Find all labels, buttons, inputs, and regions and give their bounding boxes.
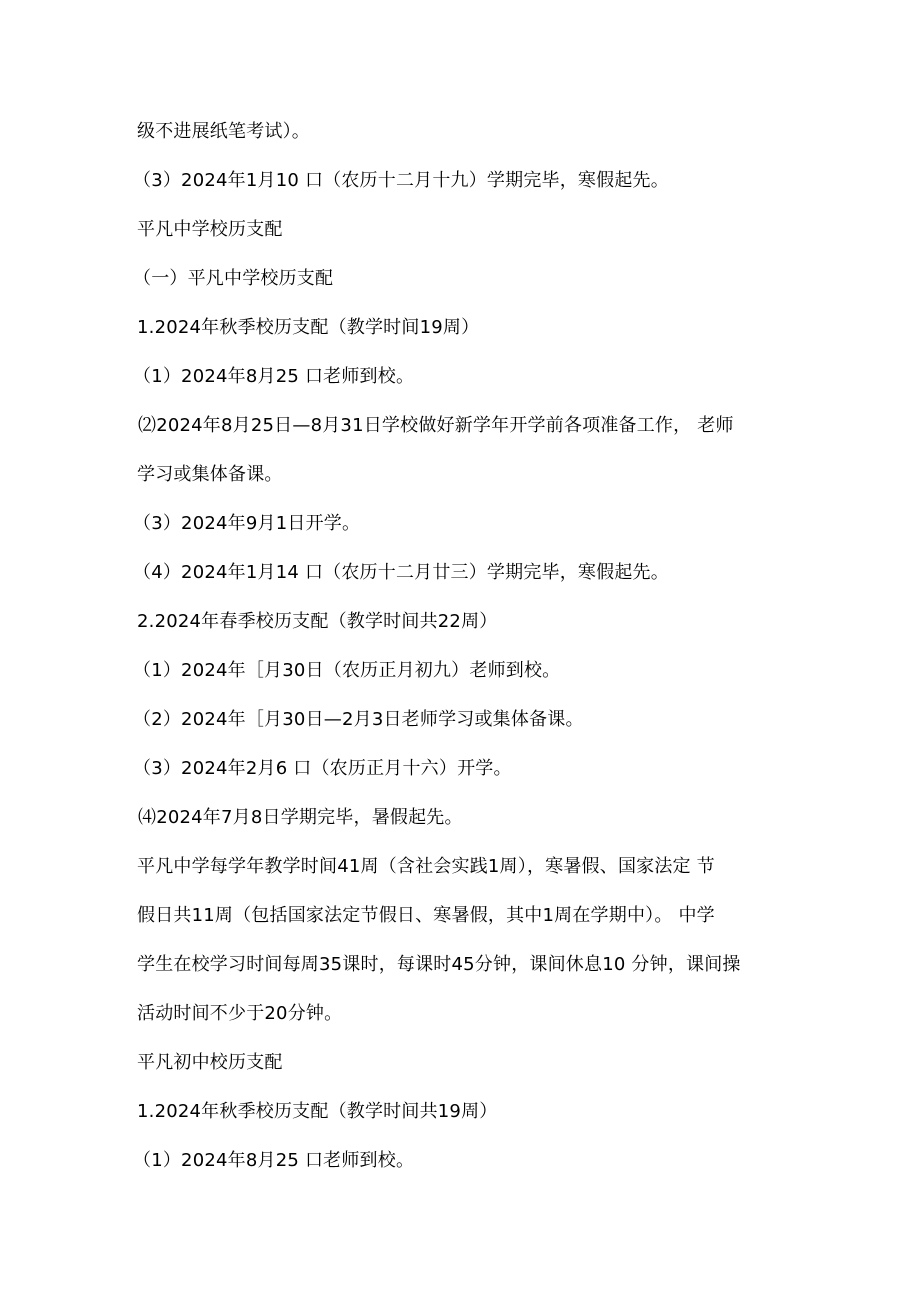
paragraph-line-2: 假日共11周（包括国家法定节假日、寒暑假，其中1周在学期中）。 中学 — [137, 905, 715, 926]
text-line-summer-break: ⑷2024年7月8日学期完毕，暑假起先。 — [138, 807, 463, 828]
section-heading-middle-school: 平凡中学校历支配 — [137, 219, 283, 240]
paragraph-line-4: 活动时间不少于20分钟。 — [137, 1003, 343, 1024]
text-line-teacher-study-spring: （2）2024年［月30日—2月3日老师学习或集体备课。 — [133, 709, 584, 730]
subsection-heading-middle-school: （一）平凡中学校历支配 — [133, 268, 334, 289]
text-line-teacher-arrive-junior: （1）2024年8月25 口老师到校。 — [133, 1150, 415, 1171]
text-line-teacher-arrive-autumn: （1）2024年8月25 口老师到校。 — [133, 366, 415, 387]
item-heading-spring: 2.2024年春季校历支配（教学时间共22周） — [137, 611, 498, 632]
section-heading-junior-school: 平凡初中校历支配 — [137, 1052, 283, 1073]
text-line-winter-break-1: （3）2024年1月10 口（农历十二月十九）学期完毕，寒假起先。 — [133, 170, 669, 191]
text-line-teacher-arrive-spring: （1）2024年［月30日（农历正月初九）老师到校。 — [133, 660, 561, 681]
text-line-winter-break-2: （4）2024年1月14 口（农历十二月廿三）学期完毕，寒假起先。 — [133, 562, 669, 583]
item-heading-autumn: 1.2024年秋季校历支配（教学时间19周） — [137, 317, 480, 338]
text-line-school-start-autumn: （3）2024年9月1日开学。 — [133, 513, 361, 534]
text-line-preparation-cont: 学习或集体备课。 — [137, 464, 283, 485]
text-line-preparation: ⑵2024年8月25日—8月31日学校做好新学年开学前各项准备工作， 老师 — [138, 415, 734, 436]
item-heading-junior-autumn: 1.2024年秋季校历支配（教学时间共19周） — [137, 1101, 498, 1122]
paragraph-line-3: 学生在校学习时间每周35课时，每课时45分钟，课间休息10 分钟，课间操 — [137, 954, 741, 975]
paragraph-line-1: 平凡中学每学年教学时间41周（含社会实践1周），寒暑假、国家法定 节 — [137, 856, 715, 877]
text-line-school-start-spring: （3）2024年2月6 口（农历正月十六）开学。 — [133, 758, 512, 779]
text-line-exam-note: 级不进展纸笔考试）。 — [137, 121, 310, 142]
